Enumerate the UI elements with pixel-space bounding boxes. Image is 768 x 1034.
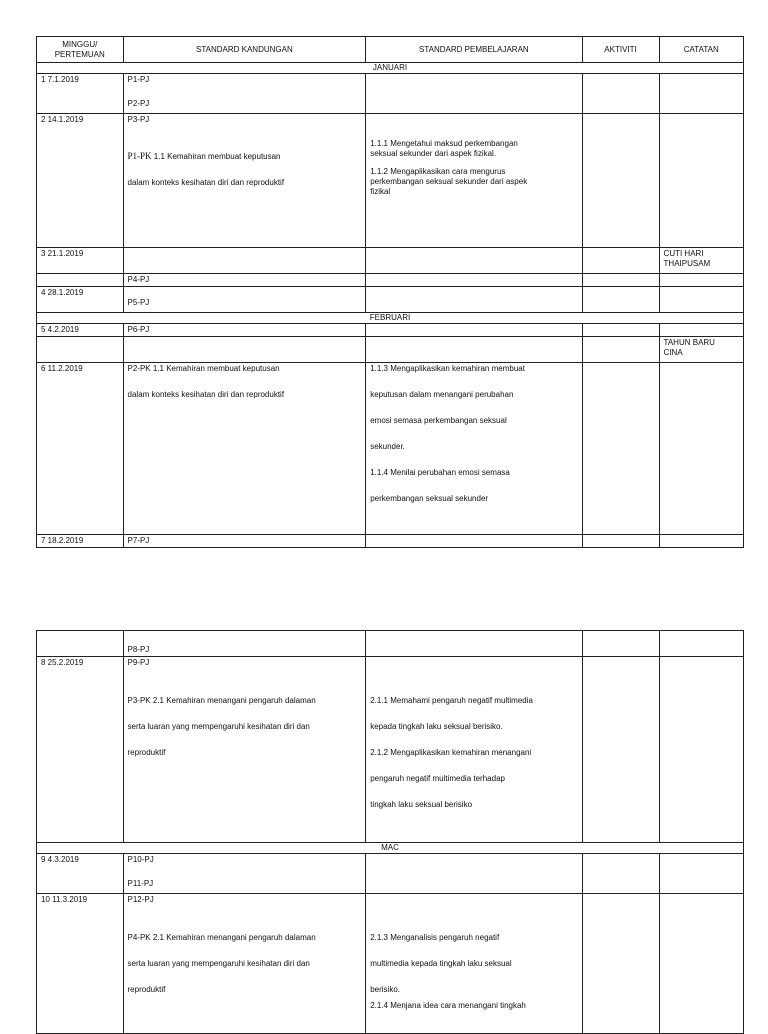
table-row: P8-PJ — [37, 631, 744, 657]
month-row-januari: JANUARI — [37, 63, 744, 74]
month-row-februari: FEBRUARI — [37, 313, 744, 324]
table-row: 6 11.2.2019 P2-PK 1.1 Kemahiran membuat keputusan dalam konteks kesihatan diri dan reproduktif 1.1.3 Mengaplikasikan kemahiran membuat keputusan dalam menangani perubahan emosi semasa perkembangan seksual sekunder. 1.1.4 Menilai perubahan emosi semasa perkembangan seksual sekunder — [37, 363, 744, 535]
schedule-table-2 — [36, 630, 744, 1034]
table-row: 8 25.2.2019 P9-PJ P3-PK 2.1 Kemahiran menangani pengaruh dalaman serta luaran yang mempengaruhi kesihatan diri dan reproduktif 2.1.1 Memahami pengaruh negatif multimedia kepada tingkah laku seksual berisiko. 2.1.2 Mengaplikasikan kemahiran menangani pengaruh negatif multimedia terhadap tingkah laku seksual berisiko — [37, 657, 744, 843]
header-row — [37, 37, 744, 63]
table-row: TAHUN BARU CINA — [37, 337, 744, 363]
header-catatan: CATATAN — [659, 37, 743, 63]
month-row-mac: MAC — [37, 843, 744, 854]
table-row: 3 21.1.2019 CUTI HARI THAIPUSAM — [37, 248, 744, 274]
table-row: 2 14.1.2019 P3-PJ P1-PK 1.1 Kemahiran membuat keputusan dalam konteks kesihatan diri dan reproduktif 1.1.1 Mengetahui maksud perkembangan seksual sekunder dari aspek fizikal. 1.1.2 Mengaplikasikan cara mengurus perkembangan seksual sekunder dari aspek fizikal — [37, 114, 744, 248]
table-row: 7 18.2.2019 P7-PJ — [37, 535, 744, 548]
table-row: 4 28.1.2019 P5-PJ — [37, 287, 744, 313]
header-standard-kandungan: STANDARD KANDUNGAN — [123, 37, 366, 63]
table-row: 10 11.3.2019 P12-PJ P4-PK 2.1 Kemahiran menangani pengaruh dalaman serta luaran yang mempengaruhi kesihatan diri dan reproduktif 2.1.3 Menganalisis pengaruh negatif multimedia kepada tingkah laku seksual berisiko. 2.1.4 Menjana idea cara menangani tingkah — [37, 894, 744, 1034]
table-row: P4-PJ — [37, 274, 744, 287]
table-row: 5 4.2.2019 P6-PJ — [37, 324, 744, 337]
table-row: 1 7.1.2019 P1-PJ P2-PJ — [37, 74, 744, 114]
table-row: 9 4.3.2019 P10-PJ P11-PJ — [37, 854, 744, 894]
header-aktiviti: AKTIVITI — [582, 37, 659, 63]
schedule-table-1 — [36, 36, 744, 548]
header-standard-pembelajaran: STANDARD PEMBELAJARAN — [366, 37, 582, 63]
header-minggu: MINGGU/ PERTEMUAN — [37, 37, 124, 63]
